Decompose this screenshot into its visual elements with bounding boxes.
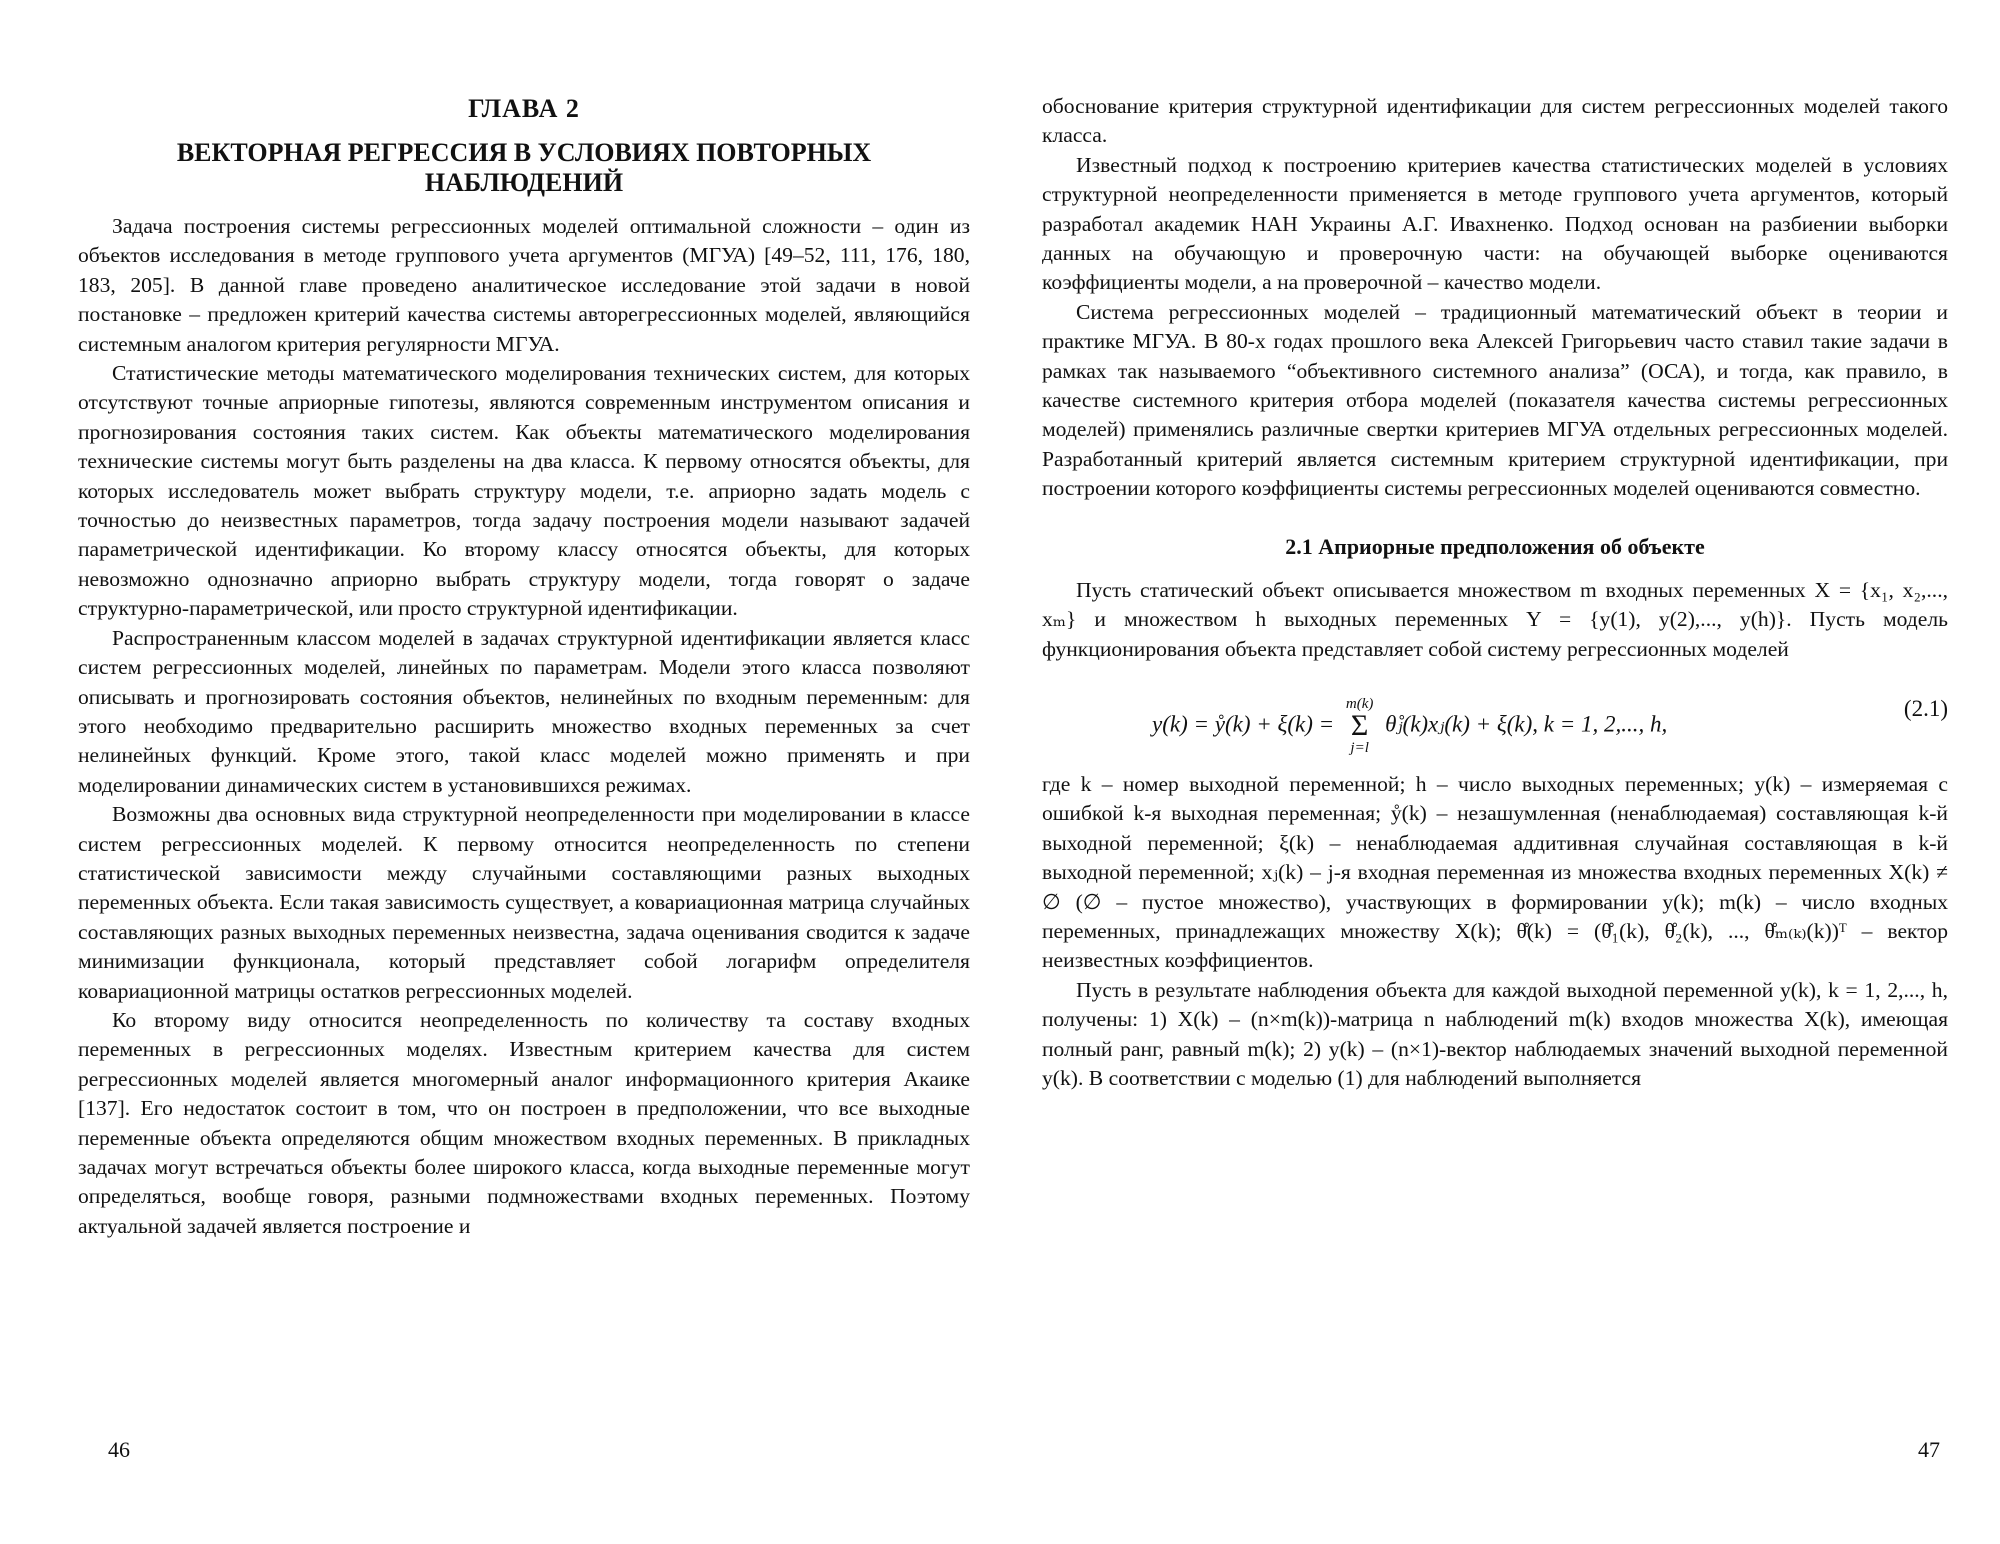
equation-2-1 (1042, 674, 1948, 762)
paragraph: где k – номер выходной переменной; h – число выходных переменных; y(k) – измеряемая с ошибкой k-я выходная переменная; ẙ(k) – незашумленная (ненаблюдаемая) составляющая k-й выходной переменной; ξ(k) – ненаблюдаемая аддитивная случайная составляющая в k-й выходной переменной; xⱼ(k) – j-я входная переменная из множества входных переменных X(k) ≠ ∅ (∅ – пустое множество), участвующих в формировании y(k); m(k) – число входных переменных, принадлежащих множеству X(k); θ̊(k) = (θ̊₁(k), θ̊₂(k), ..., θ̊ₘ₍ₖ₎(k))ᵀ – вектор неизвестных коэффициентов. (1042, 771, 1948, 973)
sum-icon: Σ (1350, 708, 1369, 742)
equation-rhs: θ̊ⱼ(k)xⱼ(k) + ξ(k), k = 1, 2,..., h, (1385, 711, 1668, 737)
page-number: 47 (1918, 1437, 1940, 1462)
left-page-body (78, 212, 970, 1241)
chapter-number: ГЛАВА 2 (468, 94, 580, 123)
left-page (78, 0, 970, 1544)
paragraph: Ко второму виду относится неопределенность по количеству та составу входных переменных в регрессионных моделях. Известным критерием качества для систем регрессионных моделей является многомерный аналог информационного критерия Акаике [137]. Его недостаток состоит в том, что он построен в предположении, что все выходные переменные объекта определяются общим множеством входных переменных. В прикладных задачах могут встречаться объекты более широкого класса, когда выходные переменные могут определяться, вообще говоря, разными подмножествами входных переменных. Поэтому актуальной задачей является построение и (78, 1007, 970, 1238)
paragraph: Пусть статический объект описывается множеством m входных переменных X = {x₁, x₂,..., xₘ} и множеством h выходных переменных Y = {y(1), y(2),..., y(h)}. Пусть модель функционирования объекта представляет собой систему регрессионных моделей (1042, 577, 1948, 661)
paragraph: Распространенным классом моделей в задачах структурной идентификации является класс систем регрессионных моделей, линейных по параметрам. Модели этого класса позволяют описывать и прогнозировать состояния объектов, нелинейных по входным переменным: для этого необходимо предварительно расширить множество входных переменных за счет нелинейных функций. Кроме этого, такой класс моделей можно применять и при моделировании динамических систем в установившихся режимах. (78, 625, 970, 797)
chapter-title: ВЕКТОРНАЯ РЕГРЕССИЯ В УСЛОВИЯХ ПОВТОРНЫХ НАБЛЮДЕНИЙ (176, 138, 872, 197)
paragraph: Пусть в результате наблюдения объекта для каждой выходной переменной y(k), k = 1, 2,..., h, получены: 1) X(k) – (n×m(k))-матрица n наблюдений m(k) входов множества X(k), имеющая полный ранг, равный m(k); 2) y(k) – (n×1)-вектор наблюдаемых значений выходной переменной y(k). В соответствии с моделью (1) для наблюдений выполняется (1042, 977, 1948, 1090)
equation-number: (2.1) (1903, 695, 1948, 721)
sum-upper-limit: m(k) (1345, 695, 1374, 712)
sum-operator (1346, 696, 1373, 756)
paragraph: Задача построения системы регрессионных моделей оптимальной сложности – один из объектов исследования в методе группового учета аргументов (МГУА) [49–52, 111, 176, 180, 183, 205]. В данной главе проведено аналитическое исследование этой задачи в новой постановке – предложен критерий качества системы авторегрессионных моделей, являющийся системным аналогом критерия регулярности МГУА. (78, 214, 970, 356)
sum-lower-limit: j=l (1350, 739, 1369, 756)
paragraph: Возможны два основных вида структурной неопределенности при моделировании в классе систем регрессионных моделей. К первому относится неопределенность по степени статистической зависимости между случайными составляющими разных выходных переменных объекта. Если такая зависимость существует, а ковариационная матрица случайных составляющих разных выходных переменных неизвестна, задача оценивания сводится к задаче минимизации функционала, который представляет собой логарифм определителя ковариационной матрицы остатков регрессионных моделей. (78, 802, 970, 1003)
right-page-body (1042, 92, 1948, 1093)
paragraph-continuation: обоснование критерия структурной идентификации для систем регрессионных моделей такого класса. (1042, 94, 1948, 148)
equation-body (1152, 696, 1667, 756)
right-page (1042, 0, 1948, 1544)
paragraph: Статистические методы математического моделирования технических систем, для которых отсутствуют точные априорные гипотезы, являются современным инструментом описания и прогнозирования состояния таких систем. Как объекты математического моделирования технические системы могут быть разделены на два класса. К первому относятся объекты, для которых исследователь может выбрать структуру модели, т.е. априорно задать модель с точностью до неизвестных параметров, тогда задачу построения модели называют задачей параметрической идентификации. Ко второму классу относятся объекты, для которых невозможно однозначно априорно выбрать структуру модели, тогда говорят о задаче структурно-параметрической, или просто структурной идентификации. (78, 361, 970, 621)
equation-lhs: y(k) = ẙ(k) + ξ(k) = (1152, 711, 1335, 737)
page-number: 46 (108, 1437, 130, 1462)
paragraph: Известный подход к построению критериев качества статистических моделей в условиях структурной неопределенности применяется в методе группового учета аргументов, который разработал академик НАН Украины А.Г. Ивахненко. Подход основан на разбиении выборки данных на обучающую и проверочную части: на обучающей выборке оцениваются коэффициенты модели, а на проверочной – качество модели. (1042, 152, 1948, 295)
section-title: 2.1 Априорные предположения об объекте (1285, 533, 1705, 559)
paragraph: Система регрессионных моделей – традиционный математический объект в теории и практике МГУА. В 80-х годах прошлого века Алексей Григорьевич часто ставил такие задачи в рамках так называемого “объективного системного анализа” (ОСА), и тогда, как правило, в качестве системного критерия отбора моделей (показателя качества системы регрессионных моделей) применялись различные свертки критериев МГУА отдельных регрессионных моделей. Разработанный критерий является системным критерием структурной идентификации, при построении которого коэффициенты системы регрессионных моделей оцениваются совместно. (1042, 299, 1948, 501)
